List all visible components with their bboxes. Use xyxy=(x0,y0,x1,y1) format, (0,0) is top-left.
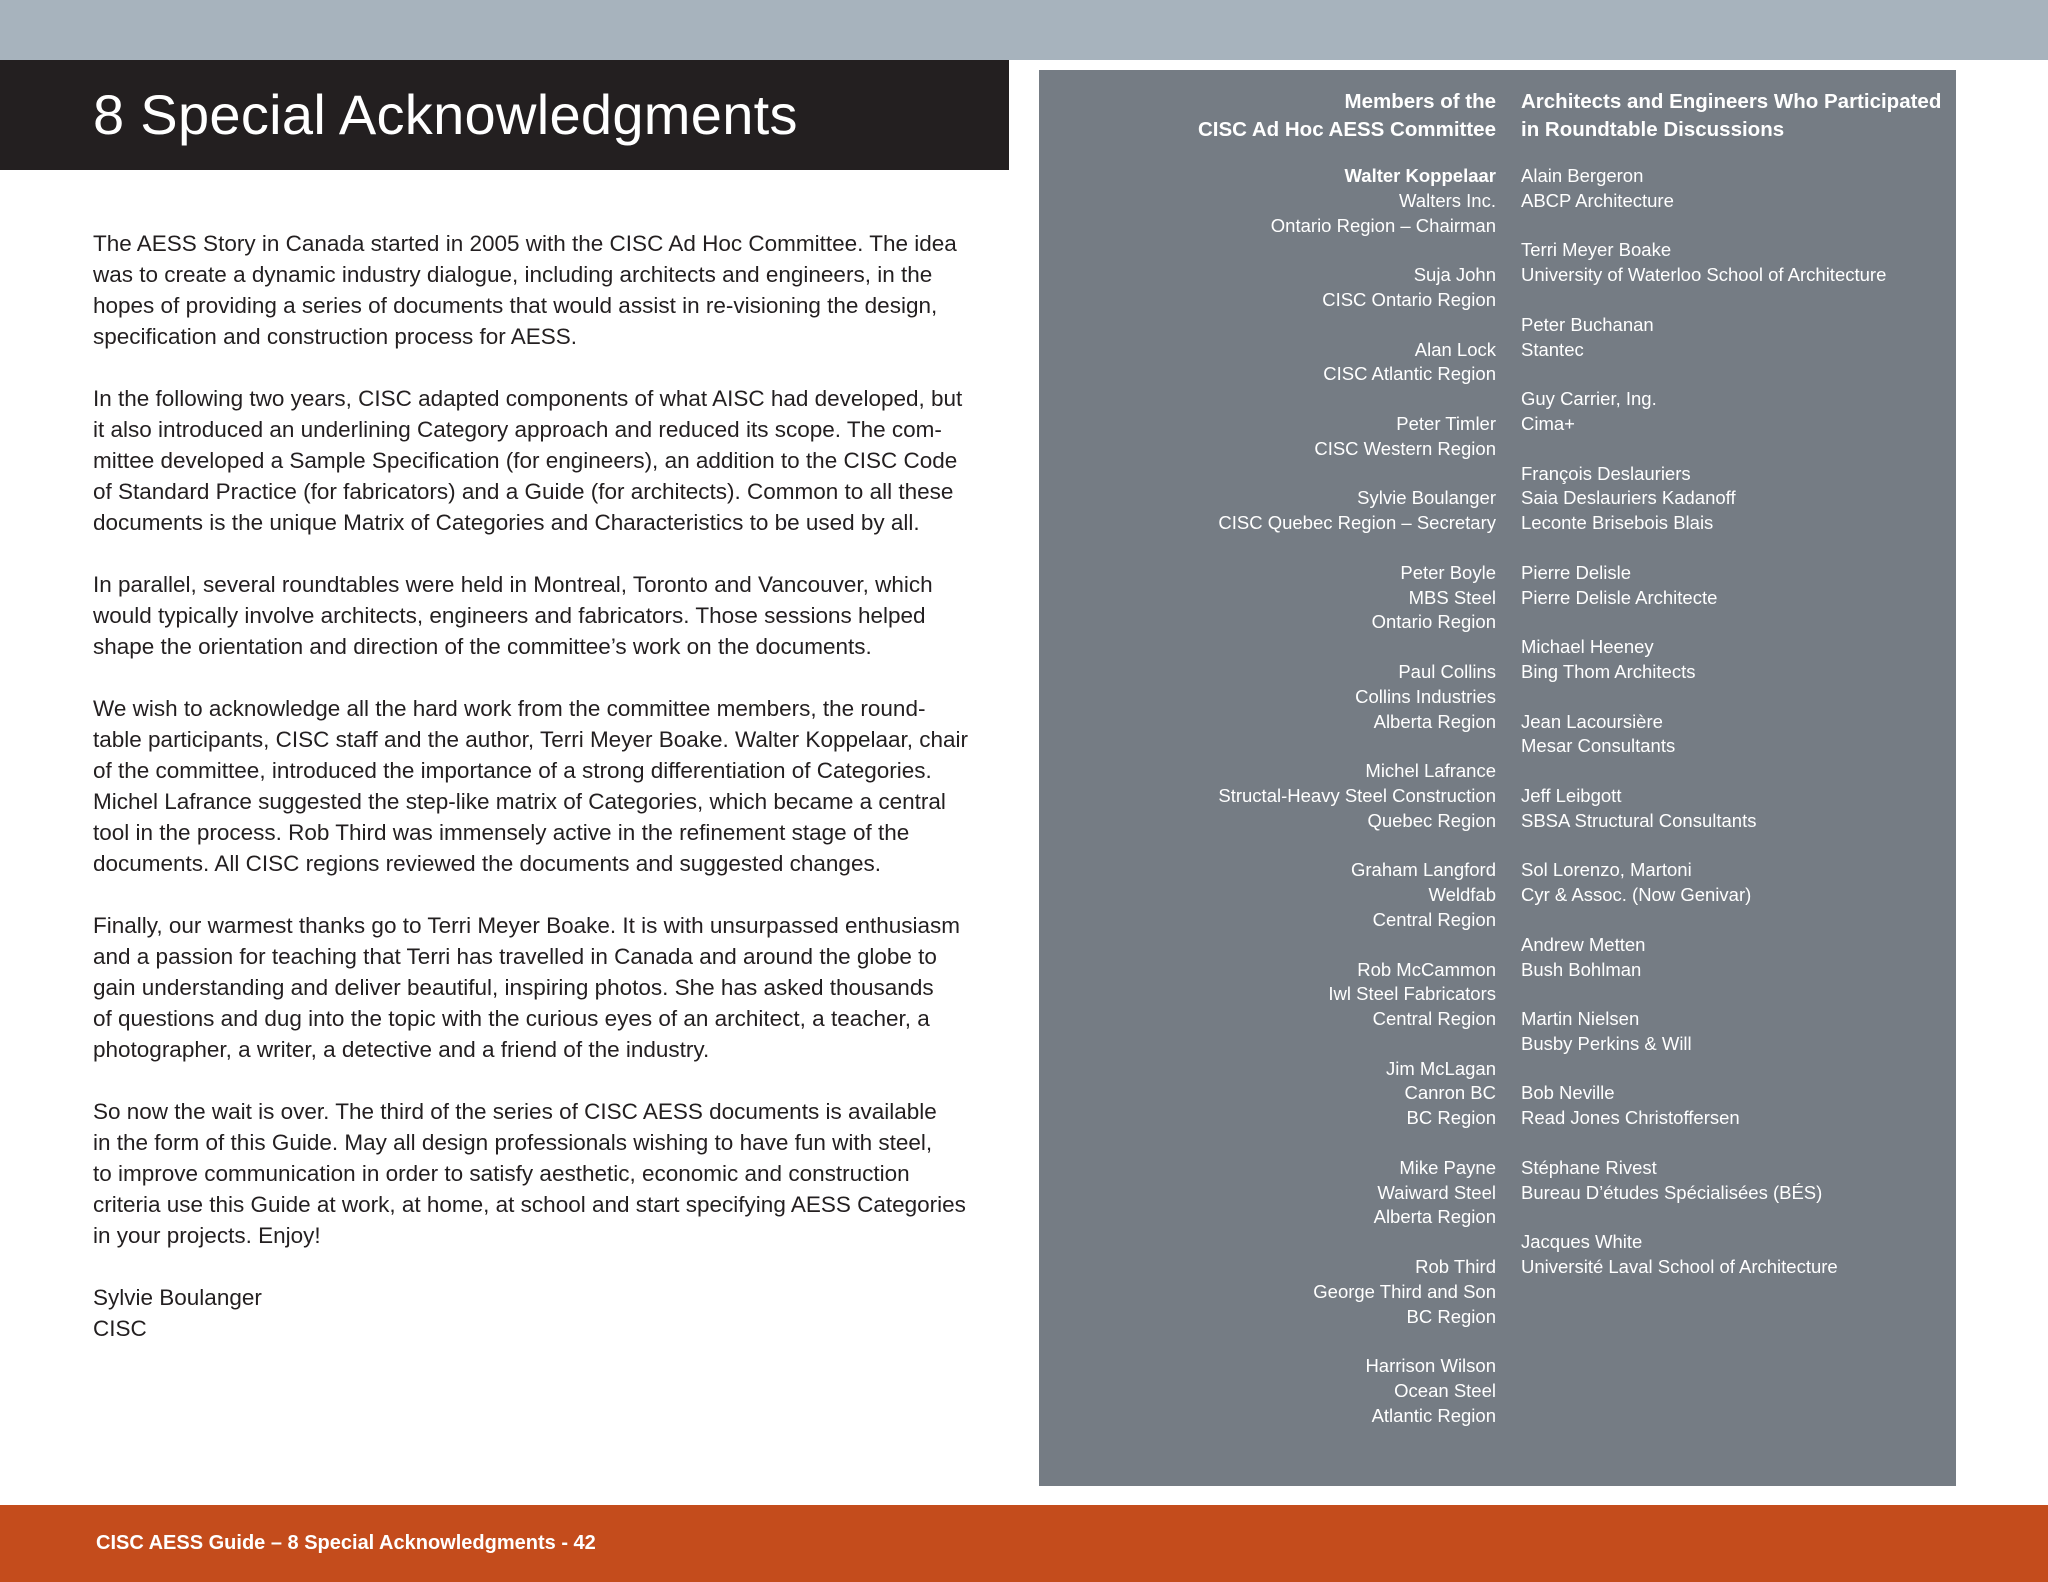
roundtable-column xyxy=(1521,88,1941,1305)
roundtable-participant xyxy=(1521,462,1941,536)
paragraph-line: Finally, our warmest thanks go to Terri Meyer Boake. It is with unsurpassed enthusiasm xyxy=(93,913,961,938)
affiliation: Atlantic Region xyxy=(1371,1404,1496,1426)
person-name: Mike Payne xyxy=(1399,1156,1496,1178)
acknowledgments-panel xyxy=(1039,70,1956,1486)
person-name: Andrew Metten xyxy=(1521,933,1646,955)
affiliation: Ontario Region – Chairman xyxy=(1270,214,1496,236)
committee-column xyxy=(1198,88,1496,1453)
committee-member xyxy=(1198,561,1496,635)
paragraph-line: photographer, a writer, a detective and a friend of the industry. xyxy=(93,1037,710,1062)
affiliation: Canron BC xyxy=(1404,1082,1496,1104)
roundtable-participant xyxy=(1521,313,1941,363)
roundtable-participant xyxy=(1521,933,1941,983)
paragraph-line: in the form of this Guide. May all design professionals wishing to have fun with steel, xyxy=(93,1130,933,1155)
affiliation: Waiward Steel xyxy=(1377,1181,1496,1203)
person-name: Guy Carrier, Ing. xyxy=(1521,388,1657,410)
paragraph-line: and a passion for teaching that Terri has travelled in Canada and around the globe to xyxy=(93,944,937,969)
roundtable-participant xyxy=(1521,858,1941,908)
paragraph-line: Michel Lafrance suggested the step-like matrix of Categories, which became a central xyxy=(93,789,946,814)
footer-label: CISC AESS Guide – 8 Special Acknowledgments - 42 xyxy=(96,1532,596,1554)
affiliation: CISC Quebec Region – Secretary xyxy=(1218,512,1496,534)
committee-heading xyxy=(1198,88,1496,144)
affiliation: BC Region xyxy=(1406,1305,1496,1327)
affiliation: Bureau D’études Spécialisées (BÉS) xyxy=(1521,1181,1823,1203)
page-title: 8 Special Acknowledgments xyxy=(93,83,798,146)
person-name: Rob McCammon xyxy=(1357,958,1496,980)
body-paragraph xyxy=(93,228,1013,352)
roundtable-participant xyxy=(1521,635,1941,685)
body-text xyxy=(93,228,1013,1344)
affiliation: Collins Industries xyxy=(1355,685,1496,707)
committee-member xyxy=(1198,958,1496,1032)
person-name: Sol Lorenzo, Martoni xyxy=(1521,859,1692,881)
paragraph-line: documents is the unique Matrix of Categories and Characteristics to be used by all. xyxy=(93,510,920,535)
paragraph-line: documents. All CISC regions reviewed the documents and suggested changes. xyxy=(93,851,881,876)
affiliation: Bing Thom Architects xyxy=(1521,660,1696,682)
committee-member xyxy=(1198,858,1496,932)
affiliation: Cima+ xyxy=(1521,412,1575,434)
affiliation: Read Jones Christoffersen xyxy=(1521,1107,1740,1129)
affiliation: Weldfab xyxy=(1428,884,1496,906)
committee-list xyxy=(1198,164,1496,1429)
affiliation: Cyr & Assoc. (Now Genivar) xyxy=(1521,884,1752,906)
person-name: Jacques White xyxy=(1521,1231,1643,1253)
paragraph-line: would typically involve architects, engineers and fabricators. Those sessions helped xyxy=(93,603,926,628)
affiliation: Bush Bohlman xyxy=(1521,958,1642,980)
affiliation: Iwl Steel Fabricators xyxy=(1328,983,1496,1005)
committee-member xyxy=(1198,1354,1496,1428)
roundtable-participant xyxy=(1521,164,1941,214)
person-name: Sylvie Boulanger xyxy=(1357,487,1496,509)
person-name: Peter Boyle xyxy=(1400,561,1496,583)
person-name: Paul Collins xyxy=(1398,660,1496,682)
paragraph-line: tool in the process. Rob Third was immensely active in the refinement stage of the xyxy=(93,820,910,845)
body-paragraph xyxy=(93,383,1013,538)
heading-line: Members of the xyxy=(1344,90,1496,113)
paragraph-line: of Standard Practice (for fabricators) and a Guide (for architects). Common to all these xyxy=(93,479,954,504)
committee-member xyxy=(1198,338,1496,388)
affiliation: Alberta Region xyxy=(1373,1206,1496,1228)
affiliation: Walters Inc. xyxy=(1399,189,1496,211)
paragraph-line: of questions and dug into the topic with the curious eyes of an architect, a teacher, a xyxy=(93,1006,930,1031)
roundtable-participant xyxy=(1521,387,1941,437)
committee-member xyxy=(1198,263,1496,313)
paragraph-line: shape the orientation and direction of the committee’s work on the documents. xyxy=(93,634,872,659)
paragraph-line: We wish to acknowledge all the hard work from the committee members, the round- xyxy=(93,696,926,721)
paragraph-line: gain understanding and deliver beautiful, inspiring photos. She has asked thousands xyxy=(93,975,934,1000)
paragraph-line: So now the wait is over. The third of the series of CISC AESS documents is available xyxy=(93,1099,937,1124)
paragraph-line: in your projects. Enjoy! xyxy=(93,1223,321,1248)
committee-member xyxy=(1198,1255,1496,1329)
affiliation: BC Region xyxy=(1406,1107,1496,1129)
person-name: Pierre Delisle xyxy=(1521,561,1632,583)
signature-org: CISC xyxy=(93,1316,147,1341)
paragraph-line: The AESS Story in Canada started in 2005 with the CISC Ad Hoc Committee. The idea xyxy=(93,231,957,256)
person-name: Harrison Wilson xyxy=(1365,1355,1496,1377)
affiliation: Central Region xyxy=(1372,1008,1496,1030)
person-name: Peter Buchanan xyxy=(1521,313,1654,335)
person-name: Suja John xyxy=(1413,264,1496,286)
person-name: Michel Lafrance xyxy=(1365,760,1496,782)
person-name: Alain Bergeron xyxy=(1521,165,1644,186)
roundtable-participant xyxy=(1521,710,1941,760)
person-name: Jim McLagan xyxy=(1385,1057,1496,1079)
committee-member xyxy=(1198,486,1496,536)
affiliation: Mesar Consultants xyxy=(1521,735,1676,757)
person-name: Michael Heeney xyxy=(1521,636,1654,658)
person-name: Walter Koppelaar xyxy=(1344,165,1496,186)
person-name: Jean Lacoursière xyxy=(1521,710,1663,732)
paragraph-line: was to create a dynamic industry dialogue, including architects and engineers, in the xyxy=(93,262,933,287)
roundtable-participant xyxy=(1521,561,1941,611)
body-paragraph xyxy=(93,569,1013,662)
affiliation: Ocean Steel xyxy=(1394,1380,1496,1402)
affiliation: Université Laval School of Architecture xyxy=(1521,1256,1838,1278)
person-name: Peter Timler xyxy=(1396,412,1496,434)
committee-member xyxy=(1198,1057,1496,1131)
committee-member xyxy=(1198,164,1496,238)
affiliation: Ontario Region xyxy=(1371,611,1496,633)
heading-line: in Roundtable Discussions xyxy=(1521,118,1785,141)
paragraph-line: it also introduced an underlining Category approach and reduced its scope. The com- xyxy=(93,417,942,442)
committee-member xyxy=(1198,412,1496,462)
affiliation: SBSA Structural Consultants xyxy=(1521,809,1757,831)
person-name: Bob Neville xyxy=(1521,1082,1615,1104)
paragraph-line: to improve communication in order to satisfy aesthetic, economic and construction xyxy=(93,1161,910,1186)
person-name: Rob Third xyxy=(1415,1256,1496,1278)
roundtable-list xyxy=(1521,164,1941,1280)
person-name: Martin Nielsen xyxy=(1521,1008,1640,1030)
person-name: Jeff Leibgott xyxy=(1521,784,1622,806)
signature xyxy=(93,1282,1013,1344)
affiliation: University of Waterloo School of Architecture xyxy=(1521,264,1887,286)
affiliation: Structal-Heavy Steel Construction xyxy=(1218,784,1496,806)
affiliation: Alberta Region xyxy=(1373,710,1496,732)
affiliation: Stantec xyxy=(1521,338,1584,360)
paragraph-line: table participants, CISC staff and the author, Terri Meyer Boake. Walter Koppelaar, chair xyxy=(93,727,969,752)
roundtable-participant xyxy=(1521,1230,1941,1280)
top-band xyxy=(0,0,2048,60)
roundtable-participant xyxy=(1521,1007,1941,1057)
paragraph-line: specification and construction process for AESS. xyxy=(93,324,578,349)
person-name: François Deslauriers xyxy=(1521,462,1691,484)
committee-member xyxy=(1198,1156,1496,1230)
body-paragraph xyxy=(93,910,1013,1065)
person-name: Graham Langford xyxy=(1350,859,1496,881)
body-paragraph xyxy=(93,693,1013,879)
roundtable-participant xyxy=(1521,1156,1941,1206)
committee-member xyxy=(1198,759,1496,833)
affiliation: MBS Steel xyxy=(1408,586,1496,608)
affiliation: Pierre Delisle Architecte xyxy=(1521,586,1718,608)
affiliation: CISC Atlantic Region xyxy=(1323,363,1496,385)
roundtable-heading xyxy=(1521,88,1941,144)
affiliation: George Third and Son xyxy=(1313,1280,1496,1302)
footer-bar xyxy=(0,1505,2048,1582)
heading-line: CISC Ad Hoc AESS Committee xyxy=(1197,118,1496,141)
roundtable-participant xyxy=(1521,238,1941,288)
affiliation: Leconte Brisebois Blais xyxy=(1521,512,1714,534)
signature-name: Sylvie Boulanger xyxy=(93,1285,262,1310)
committee-member xyxy=(1198,660,1496,734)
affiliation: CISC Ontario Region xyxy=(1322,288,1496,310)
affiliation: Quebec Region xyxy=(1367,809,1496,831)
roundtable-participant xyxy=(1521,784,1941,834)
person-name: Terri Meyer Boake xyxy=(1521,239,1672,261)
paragraph-line: hopes of providing a series of documents that would assist in re-visioning the design, xyxy=(93,293,938,318)
heading-line: Architects and Engineers Who Participated xyxy=(1521,90,1942,113)
affiliation: Saia Deslauriers Kadanoff xyxy=(1521,487,1736,509)
person-name: Stéphane Rivest xyxy=(1521,1156,1657,1178)
roundtable-participant xyxy=(1521,1081,1941,1131)
paragraph-line: In parallel, several roundtables were held in Montreal, Toronto and Vancouver, which xyxy=(93,572,933,597)
paragraph-line: of the committee, introduced the importance of a strong differentiation of Categories. xyxy=(93,758,932,783)
affiliation: Central Region xyxy=(1372,908,1496,930)
paragraph-line: criteria use this Guide at work, at home, at school and start specifying AESS Categories xyxy=(93,1192,966,1217)
paragraph-line: mittee developed a Sample Specification (for engineers), an addition to the CISC Code xyxy=(93,448,958,473)
paragraph-line: In the following two years, CISC adapted components of what AISC had developed, but xyxy=(93,386,963,411)
affiliation: CISC Western Region xyxy=(1314,437,1496,459)
title-bar xyxy=(0,60,1009,170)
body-paragraph xyxy=(93,1096,1013,1251)
affiliation: ABCP Architecture xyxy=(1521,189,1674,211)
affiliation: Busby Perkins & Will xyxy=(1521,1032,1692,1054)
person-name: Alan Lock xyxy=(1414,338,1496,360)
